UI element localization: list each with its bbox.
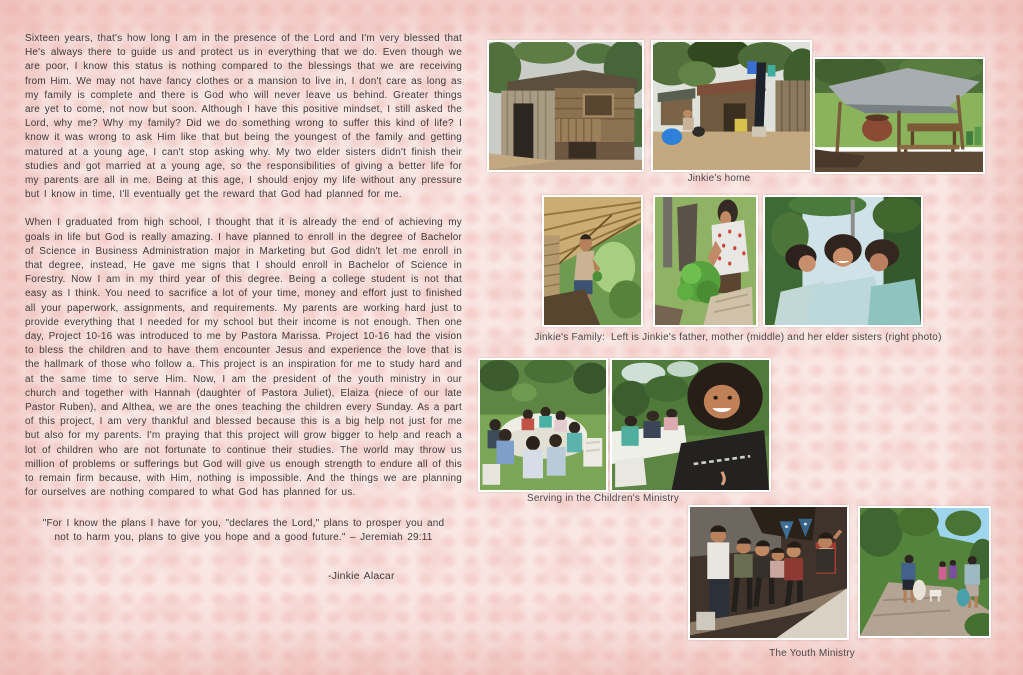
bible-verse-quote: "For I know the plans I have for you, "declares the Lord," plans to prosper you and not to harm you, plans to give you hope and a good future." – Jeremiah 29:11 — [42, 517, 445, 543]
testimony-paragraph-1: Sixteen years, that's how long I am in the presence of the Lord and I'm very blessed that He's always there to guide us and protect us in everything that we do. Even though we are poor, I know this status is nothing compared to the blessings that we are receiving from Him. We may not have fancy clothes or a mansion to live in, I don't care as long as my family is complete and there is God who will never leave us behind. Greater things are yet to come, not now but soon. Although I have this positive mindset, I still asked the Lord, why me? Why my family? Did we do something wrong to suffer this kind of life? I know it was wrong to ask Him like that but being the youngest of the family and getting matured at a young age, I can't stop asking why. My two elder sisters didn't finish their studies and got married at a young age, so the responsibilities of giving a better life for my parents are all in me. Being at this age, I should enjoy my life without any pressure but I know in time, I'll eventually get the reward that God had planned for me. — [25, 33, 462, 201]
photo-mother-with-vegetables — [653, 195, 758, 327]
caption-children: Serving in the Children's Ministry — [526, 493, 680, 504]
photo-selfie-with-children — [610, 358, 771, 492]
photo-father-in-hut — [542, 195, 643, 327]
photo-outdoor-kitchen — [813, 57, 985, 174]
caption-home: Jinkie's home — [687, 173, 751, 184]
photo-youth-group-indoors — [688, 505, 849, 640]
photo-house-yard — [651, 40, 812, 172]
caption-family: Jinkie's Family: Left is Jinkie's father, mother (middle) and her elder sisters (right photo) — [534, 332, 942, 343]
photo-elder-sisters-selfie — [763, 195, 923, 327]
photo-children-activity-table — [478, 358, 608, 492]
caption-youth: The Youth Ministry — [769, 648, 855, 659]
photo-house-front — [487, 40, 644, 172]
testimony-paragraph-2: When I graduated from high school, I thought that it is already the end of achieving my goals in life but God is really amazing. I have planned to enroll in the degree of Bachelor of Science in Business Administration major in Marketing but God didn't let me enroll in that degree, instead, He gave me signs that I should enroll in Bachelor of Science in Forestry. Now I am in my third year of this degree. Being a college student is not that easy as I think. You need to sacrifice a lot of your time, money and effort just to finished all your paperwork, assignments, and requirements. My parents are working hard just to provide everything that I needed for my school but their income is not enough. Then one day, Project 10-16 was introduced to me by Pastora Marissa. Project 10-16 had the vision to bless the children and to have them encounter Jesus and experience the love that is the hallmark of those who follow a. This project is an inspiration for me to study hard and at the same time to serve Him. Now, I am the president of the youth ministry in our church and together with Hannah (daughter of Pastora Juliet), Elaiza (niece of our late Pastor Ruben), and Althea, we are the ones teaching the children every Sunday. As a part of this project, I am very thankful and blessed because this is a big help not just for me but also for my parents. I'm praying that this project will grow bigger to help and reach a lot of children who are not fortunate to continue their studies. The world may throw us million of problems or sufferings but God will give us enough strength to endure all of this to remain firm because, with Him, nothing is impossible. And the things we are planning for ourselves are nothing compared to what God has planned for us. — [25, 217, 462, 499]
testimony-text-column — [25, 32, 462, 583]
photo-youth-walking-road — [858, 506, 991, 638]
author-signature: -Jinkie Alacar — [328, 569, 395, 582]
